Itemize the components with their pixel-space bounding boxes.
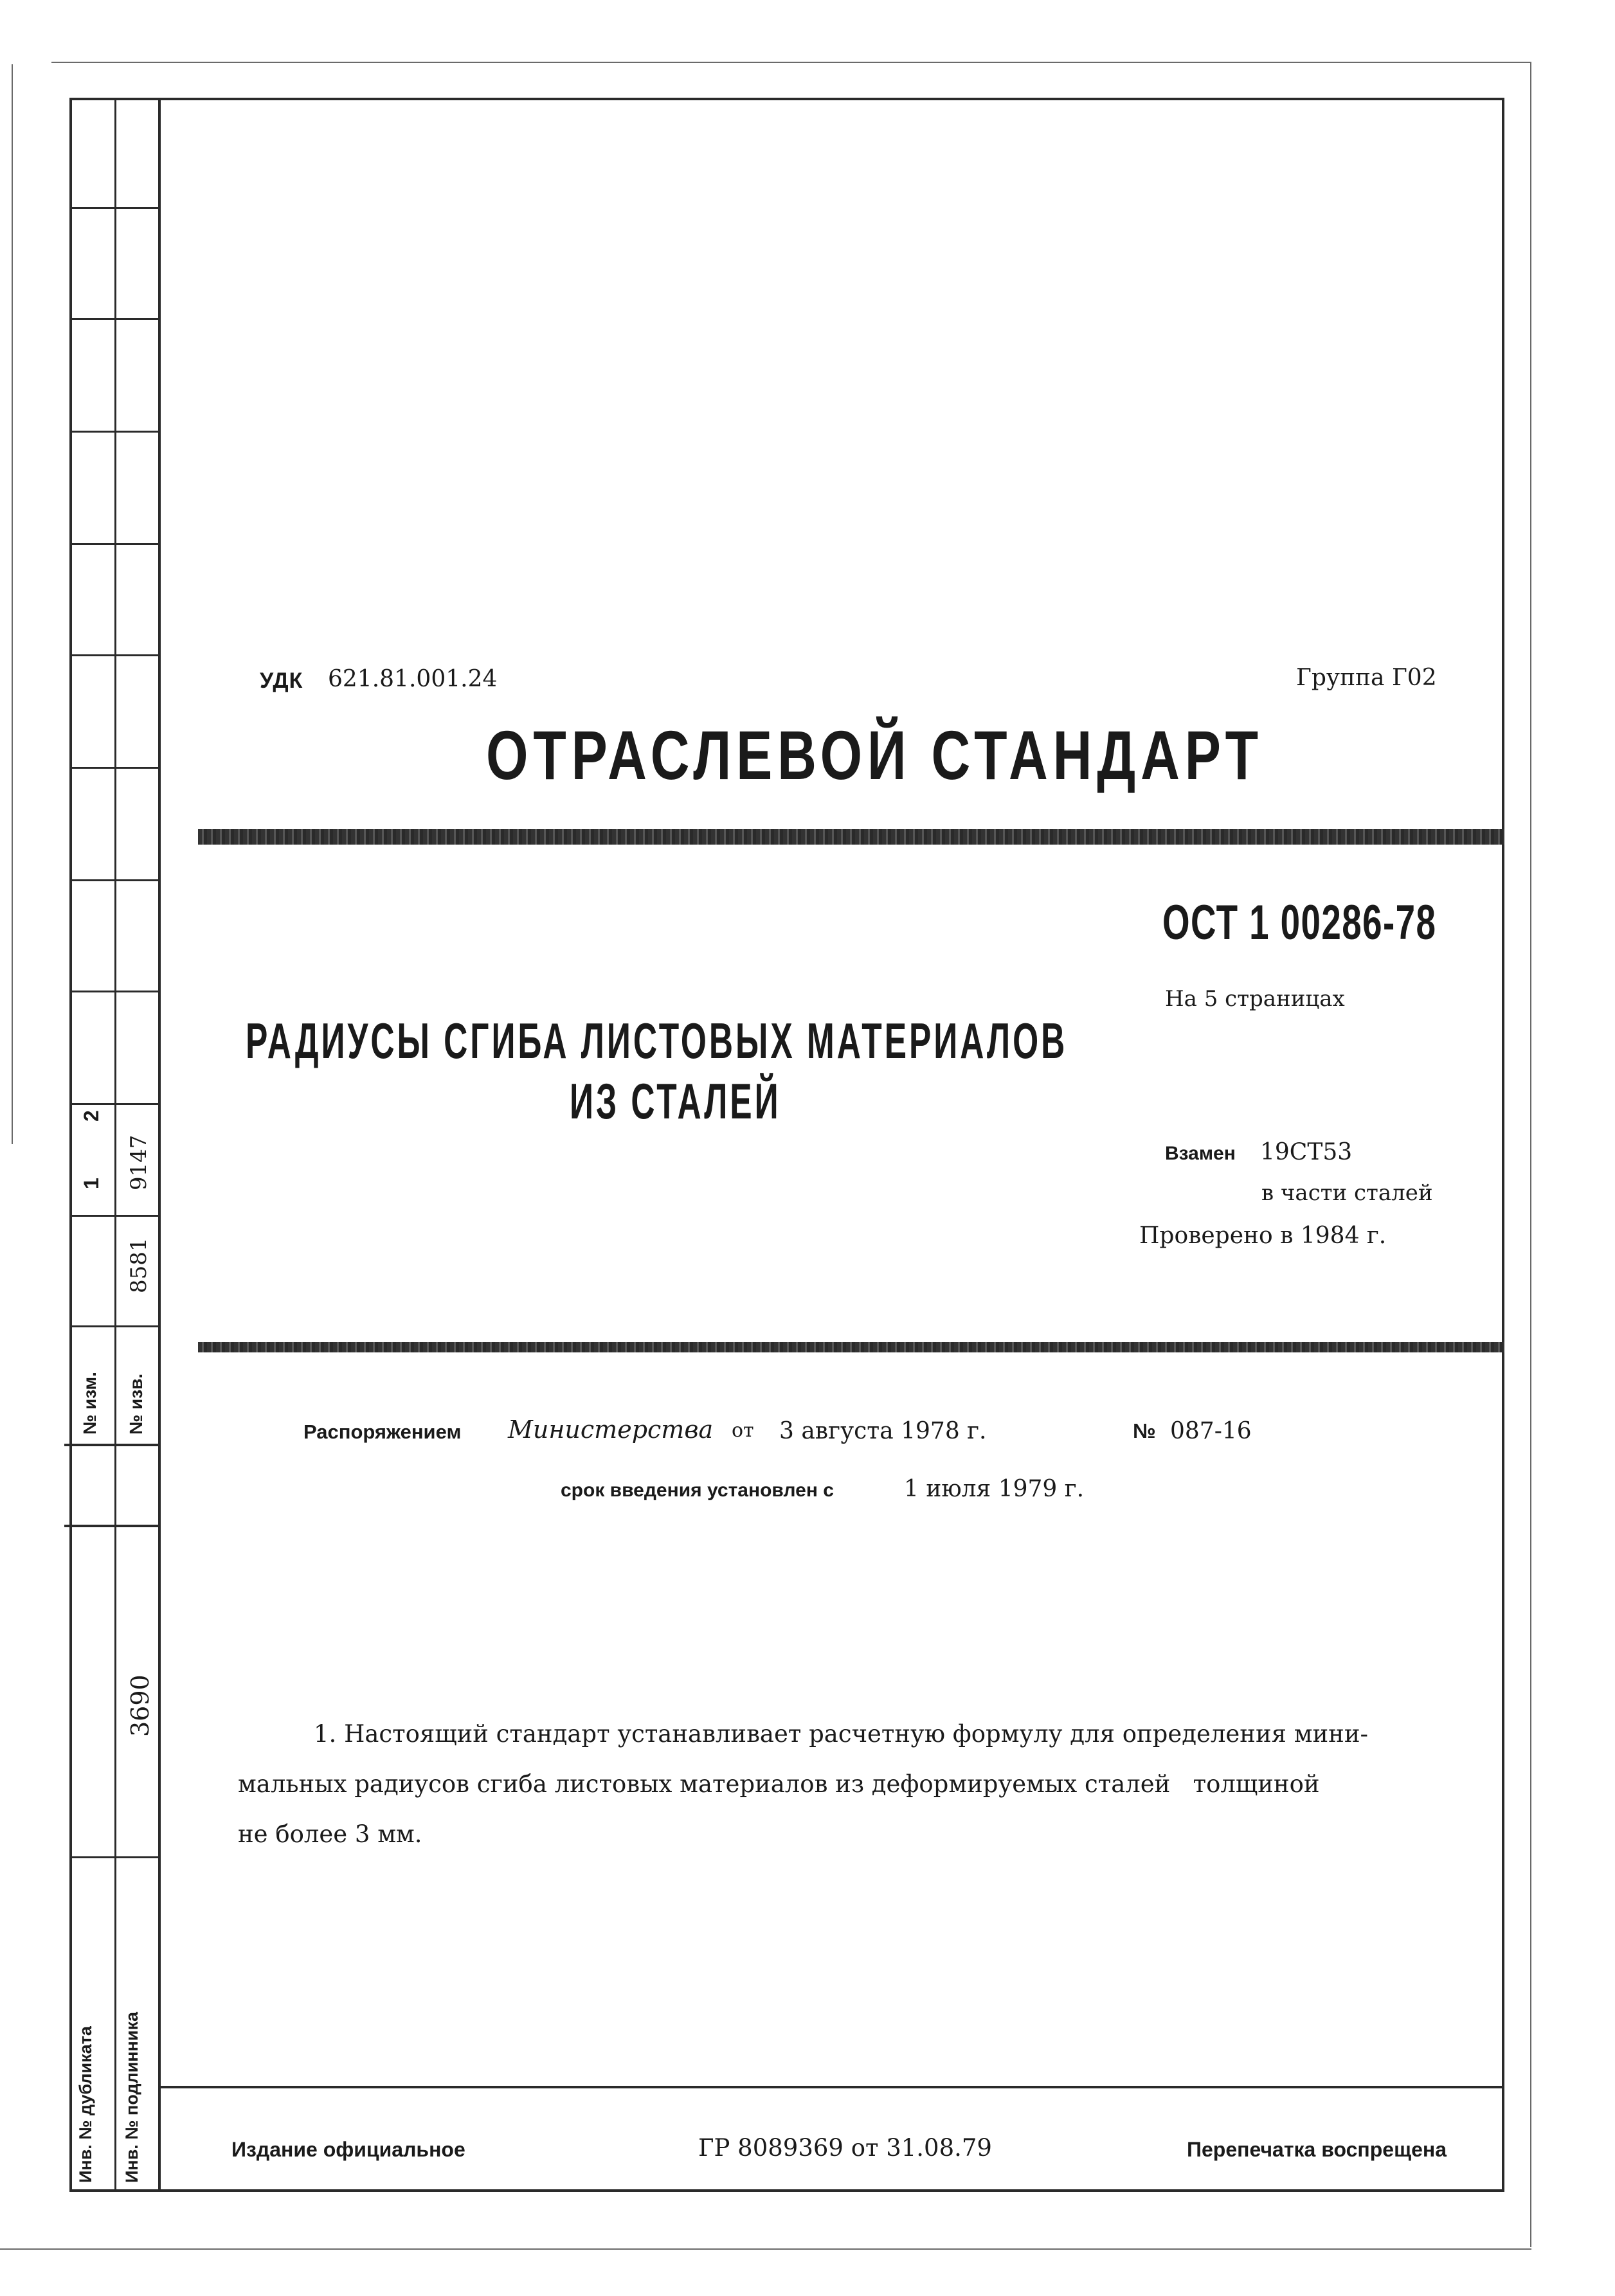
order-number-label: № — [1133, 1419, 1156, 1442]
page-count: На 5 страницах — [1165, 986, 1345, 1012]
udk-number: 621.81.001.24 — [328, 666, 498, 692]
reprint-notice: Перепечатка воспрещена — [1187, 2138, 1447, 2161]
stamp-line — [64, 1444, 161, 1446]
stamp-column-divider — [114, 98, 116, 2192]
stamp-line — [69, 654, 159, 656]
paragraph-1-line-2: мальных радиусов сгиба листовых материалов из деформируемых сталей толщиной — [238, 1770, 1320, 1798]
udk-label: УДК — [260, 668, 303, 693]
title-rule — [198, 829, 1504, 845]
registration-number: ГР 8089369 от 31.08.79 — [698, 2134, 992, 2162]
group-code: Группа Г02 — [1296, 665, 1437, 691]
order-ministry: Министерства — [508, 1415, 714, 1444]
effective-date: 1 июля 1979 г. — [904, 1476, 1085, 1502]
notice-2: 9147 — [126, 1135, 152, 1190]
stamp-line — [69, 991, 159, 992]
edition-note: Издание официальное — [231, 2138, 465, 2161]
stamp-line — [69, 431, 159, 433]
paragraph-1-line-3: не более 3 мм. — [238, 1820, 422, 1848]
stamp-line — [69, 879, 159, 881]
inv-original-value: 3690 — [126, 1674, 154, 1737]
order-date-prefix: от — [732, 1419, 754, 1442]
order-by-label: Распоряжением — [303, 1421, 462, 1443]
order-number: 087-16 — [1170, 1418, 1252, 1444]
inv-original-label: Инв. № подлинника — [122, 2012, 141, 2183]
stamp-line — [69, 543, 159, 545]
frame-left — [69, 98, 72, 2192]
checked-year: Проверено в 1984 г. — [1139, 1223, 1387, 1249]
sheet-left-edge — [12, 64, 13, 1144]
standard-name-line1: РАДИУСЫ СГИБА ЛИСТОВЫХ МАТЕРИАЛОВ — [246, 1012, 1068, 1069]
field-left-border — [158, 98, 161, 2192]
notice-1: 8581 — [126, 1237, 152, 1293]
notice-no-label: № изв. — [126, 1373, 146, 1435]
stamp-line — [69, 207, 159, 209]
sheet-bottom-edge — [0, 2248, 1531, 2250]
change-no-label: № изм. — [80, 1372, 100, 1435]
sheet-right-edge — [1530, 62, 1531, 2247]
change-2: 2 — [80, 1110, 103, 1122]
replaces-scope: в части сталей — [1261, 1180, 1433, 1206]
stamp-line — [69, 1215, 159, 1217]
frame-bottom — [69, 2189, 1504, 2192]
stamp-line — [69, 1856, 159, 1858]
stamp-line — [64, 1525, 161, 1527]
stamp-line — [69, 318, 159, 320]
inv-duplicate-label: Инв. № дубликата — [76, 2026, 95, 2183]
replaces-code: 19СТ53 — [1260, 1139, 1353, 1165]
stamp-line — [69, 1325, 159, 1327]
footer-rule — [159, 2086, 1504, 2088]
page-title: ОТРАСЛЕВОЙ СТАНДАРТ — [486, 716, 1263, 794]
section-rule — [198, 1342, 1504, 1352]
frame-top — [69, 98, 1504, 100]
change-1: 1 — [80, 1178, 103, 1189]
effective-label: срок введения установлен с — [561, 1480, 834, 1501]
order-date: 3 августа 1978 г. — [779, 1418, 987, 1444]
standard-code: ОСТ 1 00286-78 — [1162, 895, 1437, 950]
sheet-top-edge — [51, 62, 1530, 63]
paragraph-1-line-1: 1. Настоящий стандарт устанавливает расчетную формулу для определения мини- — [314, 1720, 1368, 1748]
stamp-line — [69, 767, 159, 769]
standard-name-line2: ИЗ СТАЛЕЙ — [570, 1073, 781, 1129]
replaces-label: Взамен — [1165, 1143, 1236, 1164]
stamp-line — [69, 1103, 159, 1105]
frame-right — [1502, 98, 1504, 2192]
